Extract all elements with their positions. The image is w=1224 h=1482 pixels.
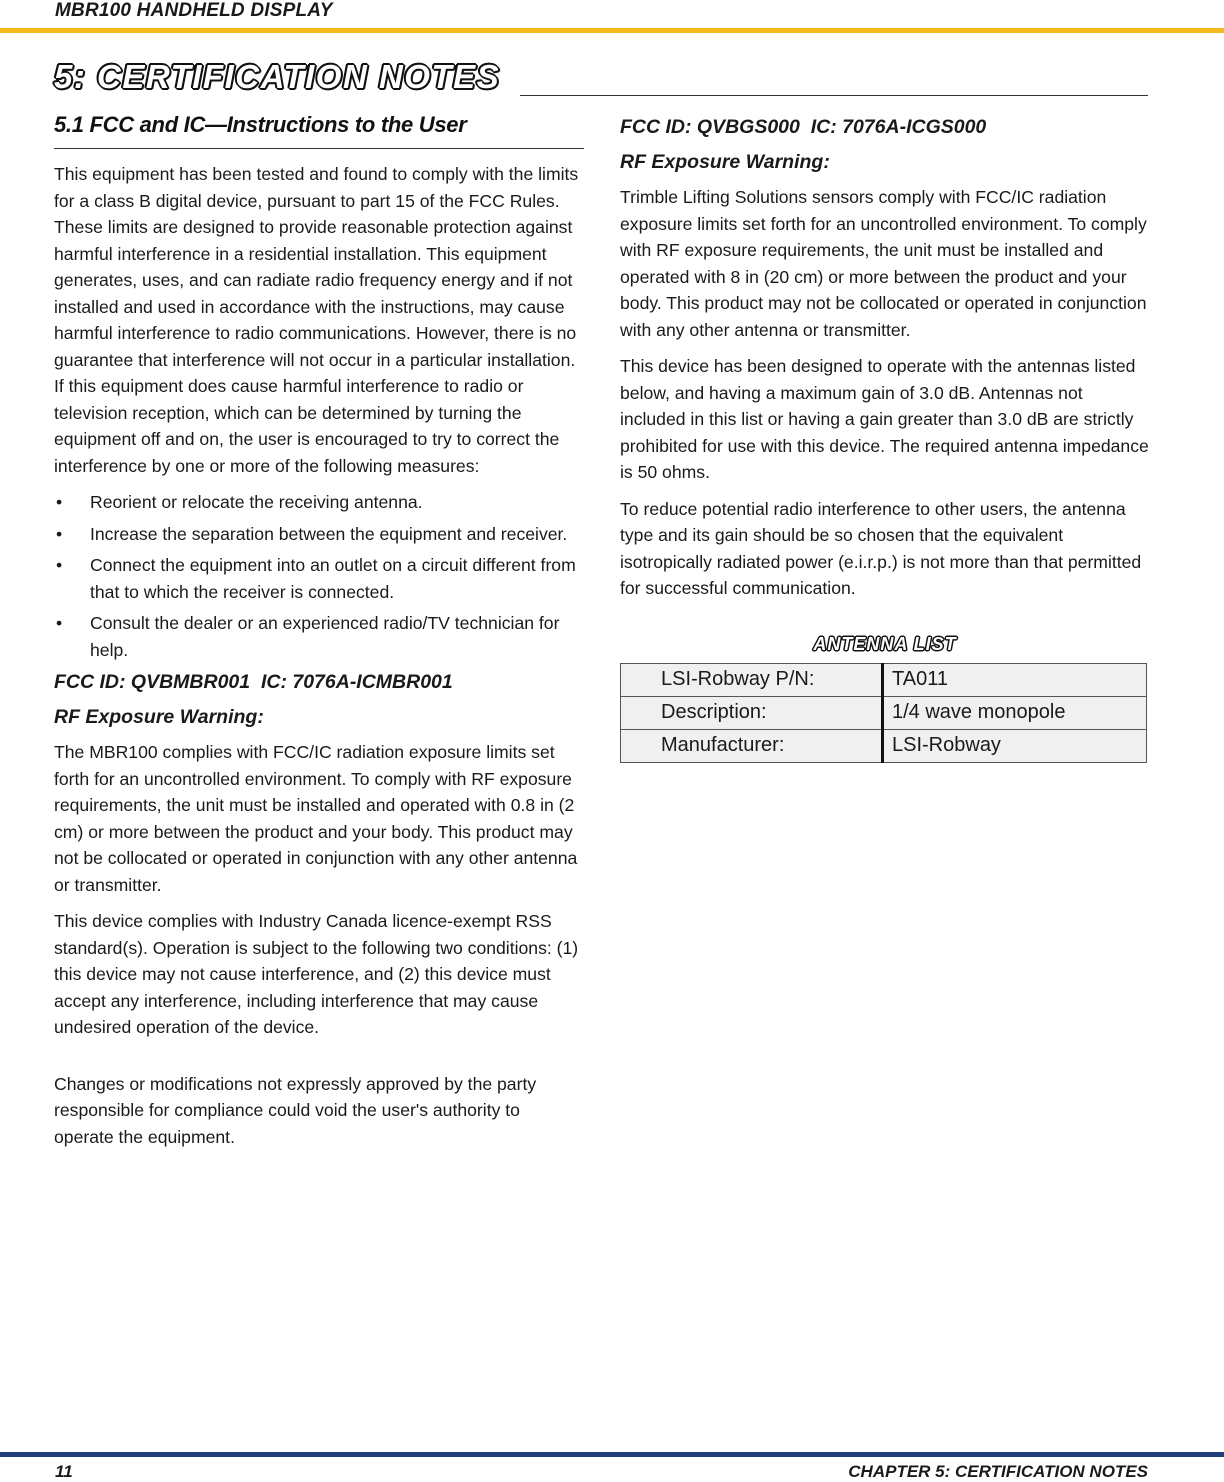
- fcc-id-heading-mbr: FCC ID: QVBMBR001 IC: 7076A-ICMBR001: [54, 671, 453, 693]
- chapter-rule: [520, 95, 1148, 96]
- table-cell-label: LSI-Robway P/N:: [621, 663, 883, 696]
- list-item-text: Reorient or relocate the receiving antenna.: [90, 492, 423, 512]
- list-item-text: Consult the dealer or an experienced radio/TV technician for help.: [90, 613, 560, 660]
- changes-paragraph: Changes or modifications not expressly approved by the party responsible for compliance could void the user's authority to operate the equipment.: [54, 1073, 537, 1147]
- rf-exposure-paragraph: The MBR100 complies with FCC/IC radiation exposure limits set forth for an uncontrolled environment. To comply with RF exposure requirements, the unit must be installed and operated with 0.8 in (2 cm) or more between the product and your body. This product may not be collocated or operated in conjunction with any other antenna or transmitter.: [54, 742, 578, 895]
- rf-warning-heading: RF Exposure Warning:: [620, 151, 830, 173]
- table-cell-value: LSI-Robway: [883, 729, 1147, 762]
- section-title: 5.1 FCC and IC—Instructions to the User: [54, 110, 584, 149]
- header-rule: [0, 28, 1224, 33]
- fcc-id-heading-gs: FCC ID: QVBGS000 IC: 7076A-ICGS000: [620, 116, 987, 138]
- industry-canada-paragraph: This device complies with Industry Canada licence-exempt RSS standard(s). Operation is subject to the following two conditions: (1) this device may not cause interference, and (2) this device must accept any interference, including interference that may cause undesired operation of the device.: [54, 911, 579, 1037]
- page-number: 11: [55, 1462, 73, 1481]
- left-column: [54, 110, 584, 1160]
- table-cell-label: Description:: [621, 696, 883, 729]
- table-cell-label: Manufacturer:: [621, 729, 883, 762]
- table-cell-value: TA011: [883, 663, 1147, 696]
- table-row: [621, 729, 1147, 762]
- antenna-list-title: ANTENNA LIST: [813, 633, 957, 654]
- running-header: MBR100 HANDHELD DISPLAY: [55, 0, 333, 21]
- footer-chapter-label: CHAPTER 5: CERTIFICATION NOTES: [848, 1462, 1148, 1481]
- antenna-table: [620, 663, 1147, 763]
- bullet-icon: •: [56, 613, 63, 633]
- list-item: [54, 610, 584, 663]
- chapter-title: 5: CERTIFICATION NOTES: [54, 58, 501, 95]
- interference-reduction-paragraph: To reduce potential radio interference to other users, the antenna type and its gain should be so chosen that the equivalent isotropically radiated power (e.i.r.p.) is not more than that permitted for successful communication.: [620, 498, 1142, 598]
- intro-paragraph: This equipment has been tested and found to comply with the limits for a class B digital device, pursuant to part 15 of the FCC Rules. These limits are designed to provide reasonable protection against harmful interference in a residential installation. This equipment generates, uses, and can radiate radio frequency energy and if not installed and used in accordance with the instructions, may cause harmful interference to radio communications. However, there is no guarantee that interference will not occur in a particular installation. If this equipment does cause harmful interference to radio or television reception, which can be determined by turning the equipment off and on, the user is encouraged to try to correct the interference by one or more of the following measures:: [54, 164, 579, 476]
- list-item-text: Connect the equipment into an outlet on a circuit different from that to which the receiver is connected.: [90, 555, 576, 602]
- table-row: [621, 663, 1147, 696]
- list-item: [54, 521, 584, 548]
- measures-list: [54, 489, 584, 663]
- list-item: [54, 489, 584, 516]
- bullet-icon: •: [56, 492, 63, 512]
- antenna-gain-paragraph: This device has been designed to operate with the antennas listed below, and having a maximum gain of 3.0 dB. Antennas not included in this list or having a gain greater than 3.0 dB are strictly prohibited for use with this device. The required antenna impedance is 50 ohms.: [620, 356, 1149, 482]
- bullet-icon: •: [56, 523, 63, 544]
- rf-warning-heading: RF Exposure Warning:: [54, 706, 264, 728]
- table-cell-value: 1/4 wave monopole: [883, 696, 1147, 729]
- rf-exposure-paragraph: Trimble Lifting Solutions sensors comply with FCC/IC radiation exposure limits set forth for an uncontrolled environment. To comply with RF exposure requirements, the unit must be installed and operated with 8 in (20 cm) or more between the product and your body. This product may not be collocated or operated in conjunction with any other antenna or transmitter.: [620, 187, 1147, 340]
- footer-rule: [0, 1452, 1224, 1457]
- right-column: [620, 110, 1150, 763]
- list-item: [54, 552, 584, 605]
- list-item-text: Increase the separation between the equipment and receiver.: [90, 523, 568, 544]
- bullet-icon: •: [56, 555, 63, 575]
- table-row: [621, 696, 1147, 729]
